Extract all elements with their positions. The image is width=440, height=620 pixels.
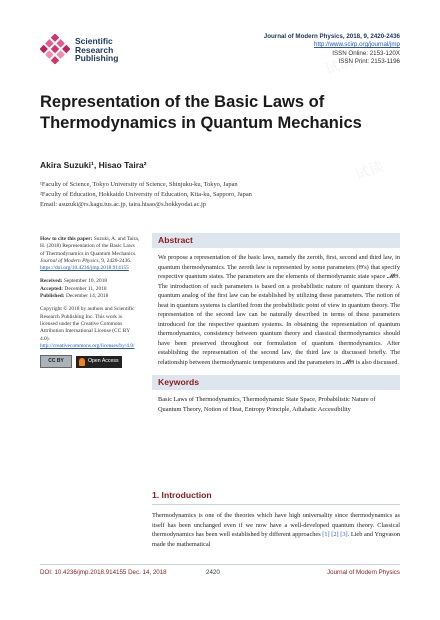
footer-journal: Journal of Modern Physics <box>327 569 400 576</box>
doi-link[interactable]: https://doi.org/10.4236/jmp.2018.914155 <box>40 265 129 272</box>
author-list: Akira Suzuki¹, Hisao Taira² <box>40 160 147 170</box>
author-email: Email: asuzuki@rs.kagu.tus.ac.jp, taira.hisao@s.hokkyodai.ac.jp <box>40 201 206 208</box>
open-lock-icon <box>79 358 85 366</box>
introduction-text: Thermodynamics is one of the theories which have high universality since thermodynamics as itself has been unchanged even if we now have a well-developed quantum theory. Classical thermodynamics has been well established by different approaches [1] [2] [3]. Lieb and Yngvason made the mathematical <box>152 512 401 549</box>
abstract-header <box>152 233 400 248</box>
dates-block: Received: September 10, 2018 Accepted: December 11, 2018 Published: December 14, 2018 <box>40 278 109 300</box>
reference-link-1[interactable]: [1] <box>322 531 330 539</box>
journal-info <box>264 33 400 67</box>
citation-block: How to cite this paper: Suzuki, A. and Taira, H. (2018) Representation of the Basic Laws of Thermodynamics in Quantum Mechanics. Journal of Modern Physics, 9, 2420-2436. https://doi.org/10.4236/jmp.2018.914155 <box>40 236 140 272</box>
published-date: December 14, 2018 <box>65 293 109 300</box>
keywords-text: Basic Laws of Thermodynamics, Thermodynamic State Space, Probabilistic Nature of Quantum Theory, Notion of Heat, Entropy Principle, Adiabatic Accessibility <box>158 396 376 413</box>
accepted-date: December 11, 2018 <box>64 285 107 292</box>
introduction-header <box>152 490 400 505</box>
keywords-header <box>152 375 400 390</box>
abstract-text: We propose a representation of the basic laws, namely the zeroth, first, second and third law, in quantum thermodynamics. The zeroth law is represented by some parameters (Θ's) that specify respective quantum states. The parameters are the elements of thermodynamic state space 𝓜Θ. The introduction of such parameters is based on a probabilistic nature of quantum theory. A quantum analog of the first law can be established by utilizing these parameters. The notion of heat in quantum systems is clarified from the probabilistic point of view in quantum theory. The representation of the second law can be naturally described in terms of these parameters introduced for the respective quantum systems. In obtaining the representation of quantum thermodynamics, consistency between quantum theory and classical thermodynamics should have been preserved throughout our formulation of quantum thermodynamics. After establishing the representation of the second law, the third law is discussed briefly. The relationship between thermodynamic temperatures and the parameters in 𝓜Θ is also discussed. <box>158 254 400 366</box>
open-access-badge: Open Access <box>76 356 122 368</box>
affiliation-1: ¹Faculty of Science, Tokyo University of Science, Shinjuku-ku, Tokyo, Japan <box>40 181 238 188</box>
reference-link-3[interactable]: [3] <box>340 531 348 539</box>
footer-doi: DOI: 10.4236/jmp.2018.914155 Dec. 14, 2018 <box>40 569 167 576</box>
received-date: September 10, 2018 <box>63 278 108 285</box>
publisher-name: Scientific Research Publishing <box>75 36 119 63</box>
affiliations <box>40 180 400 210</box>
license-badges <box>40 355 140 368</box>
publisher-logo-icon <box>40 34 70 64</box>
issn-online: ISSN Online: 2153-120X <box>332 49 400 57</box>
watermark: 试读 <box>323 52 355 78</box>
cc-by-badge-icon: CC BY <box>40 355 72 368</box>
introduction-heading: 1. Introduction <box>152 490 212 500</box>
footer-rule <box>40 564 400 565</box>
section-rule <box>152 504 400 505</box>
journal-citation: Journal of Modern Physics, 2018, 9, 2420-2436 <box>263 33 400 40</box>
main-column <box>152 233 400 414</box>
page-number: 2420 <box>206 569 220 576</box>
copyright-block: Copyright © 2018 by authors and Scientific Research Publishing Inc. This work is licensed under the Creative Commons Attribution International License (CC BY 4.0). http://creativecommons.org/licenses/by/4.0/ <box>40 306 140 350</box>
journal-url-link[interactable]: http://www.scirp.org/journal/jmp <box>314 41 400 49</box>
article-info-panel <box>40 236 140 368</box>
abstract-heading: Abstract <box>158 235 193 245</box>
watermark: 试读 <box>338 297 370 323</box>
issn-print: ISSN Print: 2153-1196 <box>338 58 400 66</box>
keywords-heading: Keywords <box>158 377 200 387</box>
affiliation-2: ²Faculty of Education, Hokkaido University of Education, Kita-ku, Sapporo, Japan <box>40 191 252 198</box>
license-link[interactable]: http://creativecommons.org/licenses/by/4.0/ <box>40 342 135 349</box>
paper-title: Representation of the Basic Laws of Thermodynamics in Quantum Mechanics <box>40 93 362 132</box>
watermark: 试读 <box>353 157 385 183</box>
reference-link-2[interactable]: [2] <box>331 531 339 539</box>
